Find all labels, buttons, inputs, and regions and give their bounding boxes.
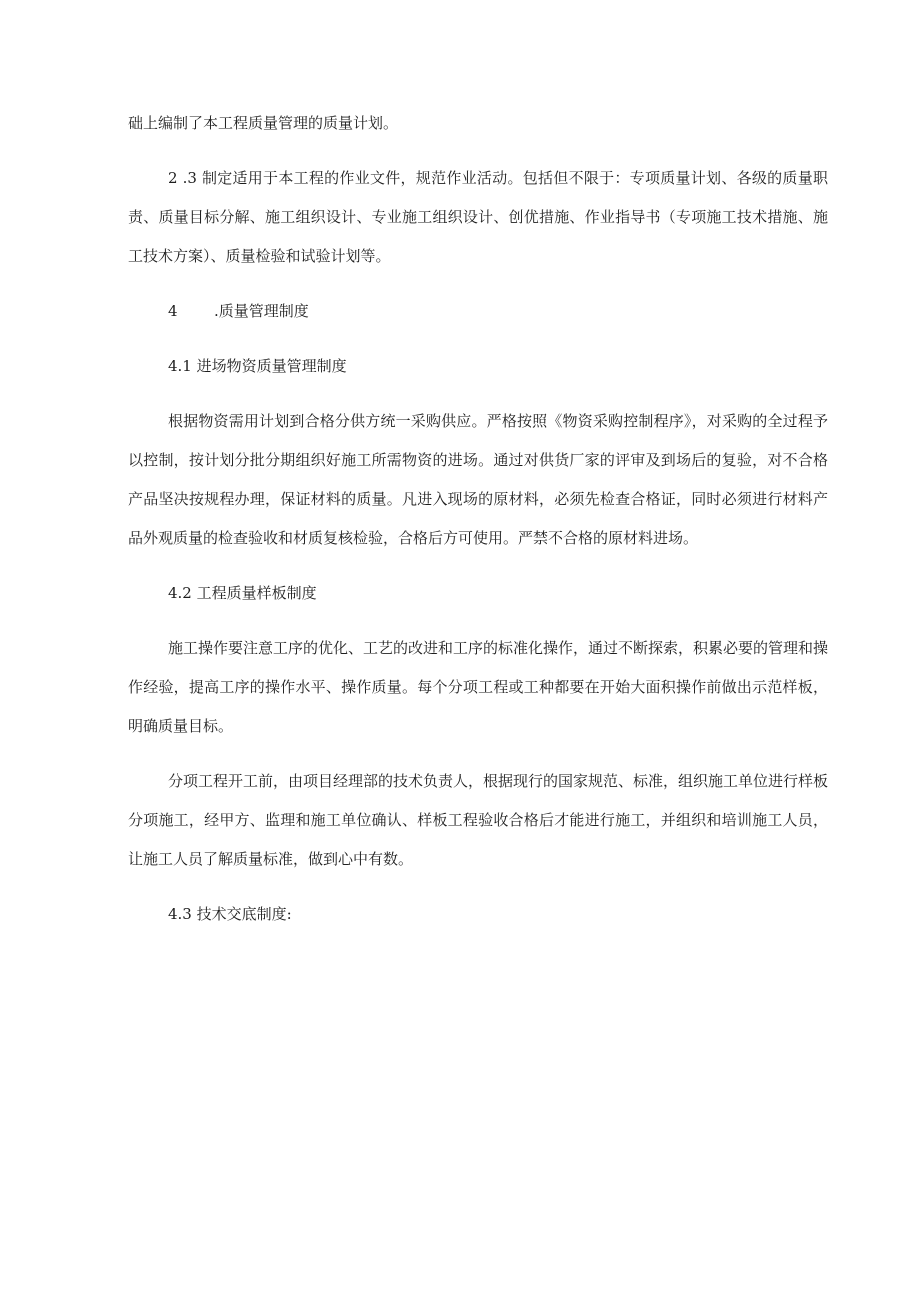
section-number: 4 — [168, 302, 178, 320]
document-body — [128, 104, 828, 950]
paragraph-4-2-a: 施工操作要注意工序的优化、工艺的改进和工序的标准化操作，通过不断探索，积累必要的管理和操作经验，提高工序的操作水平、操作质量。每个分项工程或工种都要在开始大面积操作前做出示范样板，明确质量目标。 — [128, 639, 829, 735]
section-heading-4 — [128, 292, 828, 331]
paragraph-continued: 础上编制了本工程质量管理的质量计划。 — [128, 114, 399, 132]
section-title: .质量管理制度 — [214, 302, 309, 320]
paragraph-4-1: 根据物资需用计划到合格分供方统一采购供应。严格按照《物资采购控制程序》，对采购的全过程予以控制，按计划分批分期组织好施工所需物资的进场。通过对供货厂家的评审及到场后的复验，对不合格产品坚决按规程办理，保证材料的质量。凡进入现场的原材料，必须先检查合格证，同时必须进行材料产品外观质量的检查验收和材质复核检验，合格后方可使用。严禁不合格的原材料进场。 — [128, 412, 828, 547]
subsection-heading-4-2: 4.2 工程质量样板制度 — [168, 584, 317, 602]
paragraph-4-2-b: 分项工程开工前，由项目经理部的技术负责人，根据现行的国家规范、标准，组织施工单位进行样板分项施工，经甲方、监理和施工单位确认、样板工程验收合格后才能进行施工，并组织和培训施工人员，让施工人员了解质量标准，做到心中有数。 — [128, 772, 829, 868]
subsection-heading-4-1: 4.1 进场物资质量管理制度 — [168, 357, 347, 375]
paragraph-2-3: 2 .3 制定适用于本工程的作业文件，规范作业活动。包括但不限于：专项质量计划、各级的质量职责、质量目标分解、施工组织设计、专业施工组织设计、创优措施、作业指导书（专项施工技术措施、施工技术方案）、质量检验和试验计划等。 — [128, 169, 828, 265]
subsection-heading-4-3: 4.3 技术交底制度: — [168, 905, 292, 923]
